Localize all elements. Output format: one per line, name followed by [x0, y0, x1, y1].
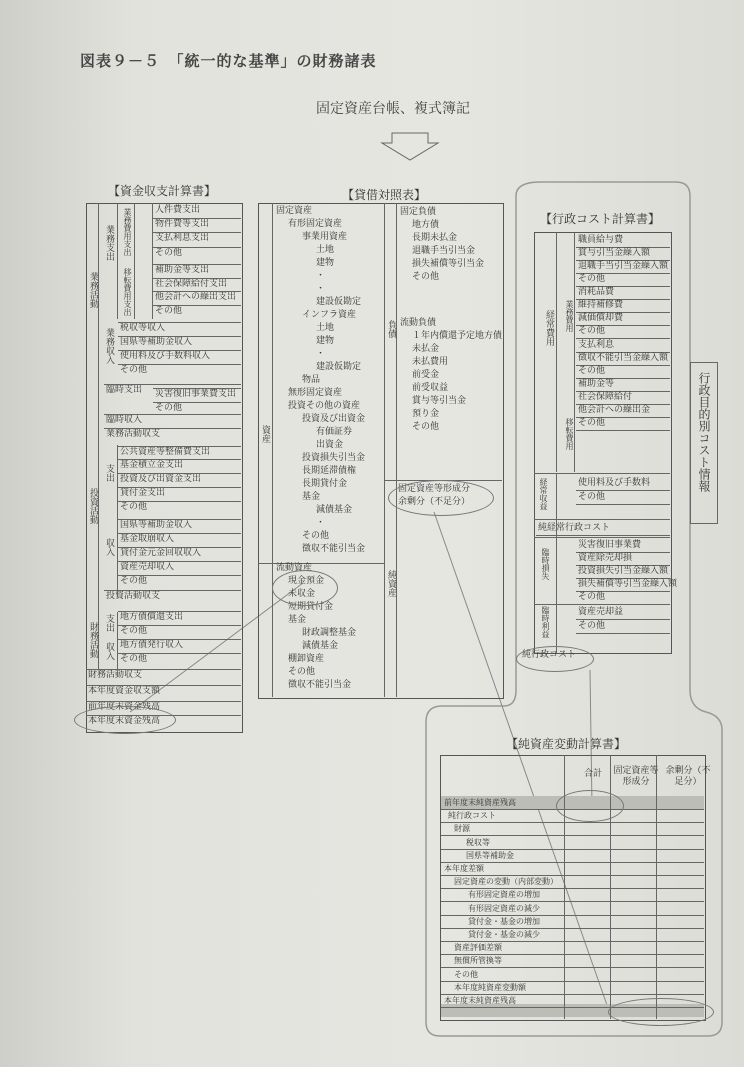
row-line — [104, 428, 241, 429]
cashflow-row-text: 国県等補助金収入 — [120, 520, 193, 530]
netchange-row: 資産評価差額 — [454, 943, 502, 953]
current-asset-item: 徴収不能引当金 — [288, 680, 352, 690]
cost-row-text: 資産除売却損 — [578, 553, 633, 563]
row-line — [153, 291, 241, 292]
sub-col — [117, 445, 118, 597]
liability-item: 未払費用 — [412, 357, 449, 367]
cashflow-row-text: 使用料及び手数料収入 — [120, 351, 211, 361]
netchange-row: 本年度差額 — [444, 864, 484, 873]
asset-item: 基金 — [302, 492, 321, 502]
liabilities-label: 負債 — [386, 320, 396, 338]
row-line — [576, 338, 670, 339]
liability-item: 損失補償等引当金 — [412, 259, 485, 269]
cashflow-row-text: 国県等補助金収入 — [120, 337, 193, 347]
row-line — [86, 701, 241, 702]
cost-row-text: 退職手当引当金繰入額 — [578, 261, 669, 271]
invest-exp-label: 支出 — [104, 464, 114, 482]
business-exp-label: 業務支出 — [104, 225, 114, 261]
figure-title: 図表９－５ 「統一的な基準」の財務諸表 — [80, 52, 377, 70]
section-line — [534, 537, 670, 538]
netchange-row: 国県等補助金 — [466, 850, 514, 860]
liability-item: 流動負債 — [400, 318, 437, 328]
current-asset-item: 流動資産 — [276, 563, 313, 573]
row-line — [104, 384, 241, 385]
cashflow-row-text: 物件費等支出 — [155, 219, 210, 229]
row-line — [118, 653, 241, 654]
cash-ellipse — [272, 570, 338, 606]
assets-label: 資産 — [260, 425, 270, 443]
liability-item: 固定負債 — [400, 207, 437, 217]
row-line — [153, 264, 241, 265]
down-arrow-icon — [382, 133, 438, 160]
section-line — [534, 604, 670, 605]
business-label: 業務活動 — [88, 272, 98, 308]
row-line — [576, 619, 670, 620]
asset-item: ・ — [316, 271, 326, 281]
asset-item: 出資金 — [316, 440, 344, 450]
finance-rev-label: 収入 — [104, 642, 114, 660]
cost-row-text: 純経常行政コスト — [538, 523, 611, 533]
row-line — [153, 247, 241, 248]
balance-ellipse — [608, 998, 714, 1026]
asset-item: 建物 — [316, 258, 335, 268]
asset-item: 徴収不能引当金 — [302, 544, 366, 554]
liability-item: 前受金 — [412, 370, 440, 380]
netchange-title: 【純資産変動計算書】 — [506, 737, 627, 751]
cashflow-row-text: 人件費支出 — [155, 205, 201, 215]
liability-item: 前受収益 — [412, 383, 449, 393]
row-line — [118, 364, 241, 365]
section-line — [534, 519, 670, 520]
cashflow-row-text: その他 — [120, 626, 148, 636]
current-asset-item: 財政調整基金 — [302, 628, 357, 638]
sub-col — [134, 203, 135, 319]
cashflow-row-text: 業務活動収支 — [106, 429, 161, 439]
current-asset-item: その他 — [288, 667, 316, 677]
cost-title: 【行政コスト計算書】 — [540, 212, 661, 226]
netassets-ellipse — [388, 480, 494, 516]
asset-item: 有価証券 — [316, 427, 353, 437]
asset-item: その他 — [302, 531, 330, 541]
netasset-item: 余剰分（不足分） — [398, 497, 471, 507]
row-line — [118, 446, 241, 447]
cashflow-row-text: 前年度末資金残高 — [88, 702, 161, 712]
liability-item: 退職手当引当金 — [412, 246, 476, 256]
cost-row-text: 職員給与費 — [578, 235, 624, 245]
cost-row-text: 資産売却益 — [578, 607, 624, 617]
asset-item: ・ — [316, 349, 326, 359]
cashflow-row-text: 他会計への繰出支出 — [155, 292, 237, 302]
column-header: 固定資産等形成分 — [613, 766, 659, 787]
business-exp-a-label: 業務費用支出 — [123, 208, 132, 256]
balance-title: 【貸借対照表】 — [342, 188, 427, 202]
cost-row-text: 消耗品費 — [578, 287, 615, 297]
row-line — [118, 639, 241, 640]
finance-label: 財務活動 — [88, 622, 98, 658]
cashflow-row-text: 支払利息支出 — [155, 233, 210, 243]
group-col — [98, 612, 99, 670]
cashflow-row-text: 本年度資金収支額 — [88, 686, 161, 696]
asset-item: 固定資産 — [276, 206, 313, 216]
transfer-label: 移転費用 — [565, 418, 574, 450]
row-line — [576, 633, 670, 634]
business-label: 業務費用 — [565, 300, 574, 332]
current-asset-item: 現金預金 — [288, 576, 325, 586]
cashflow-row-text: その他 — [155, 403, 183, 413]
row-line — [118, 501, 241, 502]
cashflow-row-text: その他 — [120, 502, 148, 512]
cost-row-text: 維持補修費 — [578, 300, 624, 310]
cost-row-text: 賞与引当金繰入額 — [578, 248, 651, 258]
netchange-row: 貸付金・基金の減少 — [468, 930, 540, 939]
netchange-row: 本年度純資産変動額 — [454, 982, 526, 992]
cost-row-text: 損失補償等引当金繰入額 — [578, 579, 678, 589]
revenue-label: 経常収益 — [539, 478, 548, 510]
row-line — [118, 575, 241, 576]
cost-row-text: 使用料及び手数料 — [578, 478, 651, 488]
row-line — [441, 967, 704, 968]
cashflow-row-text: 基金積立金支出 — [120, 460, 184, 470]
row-line — [118, 519, 241, 520]
cashflow-row-text: 臨時支出 — [106, 385, 143, 395]
cost-row-text: 減価償却費 — [578, 313, 624, 323]
cost-row-text: 災害復旧事業費 — [578, 540, 642, 550]
row-line — [118, 487, 241, 488]
invest-rev-label: 収入 — [104, 538, 114, 556]
liability-item: 未払金 — [412, 344, 440, 354]
cashflow-row-text: 社会保障給付支出 — [155, 279, 228, 289]
asset-item: 減債基金 — [316, 505, 353, 515]
cashflow-row-text: その他 — [120, 576, 148, 586]
cost-row-text: その他 — [578, 592, 606, 602]
row-line — [86, 685, 241, 686]
invest-label: 投資活動 — [88, 488, 98, 524]
source-label: 固定資産台帳、複式簿記 — [316, 101, 470, 117]
row-line — [118, 459, 241, 460]
asset-item: ・ — [316, 518, 326, 528]
cost-row-text: 投資損失引当金繰入額 — [578, 566, 669, 576]
cashflow-row-text: その他 — [120, 365, 148, 375]
cashflow-row-text: 地方債償還支出 — [120, 612, 184, 622]
side-label: 行政目的別コスト情報 — [697, 372, 711, 492]
cost-row-text: その他 — [578, 366, 606, 376]
row-line — [104, 414, 241, 415]
assets-label-col — [272, 203, 273, 697]
cashflow-row-text: その他 — [155, 306, 183, 316]
sub-col — [574, 232, 575, 472]
row-line — [576, 490, 670, 491]
liability-item: １年内償還予定地方債 — [412, 331, 503, 341]
cashflow-row-text: 補助金等支出 — [155, 265, 210, 275]
cashflow-row-text: その他 — [120, 654, 148, 664]
cashflow-row-text: 貸付金支出 — [120, 488, 166, 498]
row-line — [118, 322, 241, 323]
netchange-row: 無償所管換等 — [454, 956, 502, 966]
asset-item: 長期貸付金 — [302, 479, 348, 489]
business-rev-label: 業務収入 — [104, 328, 114, 364]
asset-item: 建設仮勘定 — [316, 297, 362, 307]
netchange-row: 前年度末純資産残高 — [444, 798, 516, 807]
netasset-item: 固定資産等形成分 — [398, 484, 471, 494]
asset-item: インフラ資産 — [302, 310, 357, 320]
cashflow-row-text: 臨時収入 — [106, 415, 143, 425]
cost-row-text: 徴収不能引当金繰入額 — [578, 353, 669, 363]
temp-loss-label: 臨時損失 — [541, 548, 550, 580]
row-line — [576, 504, 670, 505]
liability-item: 賞与等引当金 — [412, 396, 467, 406]
cashflow-title: 【資金収支計算書】 — [108, 184, 217, 198]
row-line — [118, 625, 241, 626]
liability-item: その他 — [412, 272, 440, 282]
row-line — [104, 590, 241, 591]
cost-row-text: その他 — [578, 621, 606, 631]
current-asset-item: 未収金 — [288, 589, 316, 599]
cash-end-ellipse — [74, 706, 176, 734]
cashflow-row-text: 災害復旧事業費支出 — [155, 389, 237, 399]
cashflow-row-text: その他 — [155, 248, 183, 258]
row-line — [576, 430, 670, 431]
cashflow-row-text: 投資活動収支 — [106, 591, 161, 601]
netassets-label: 純資産 — [386, 570, 396, 597]
liability-item: 預り金 — [412, 409, 440, 419]
cost-row-text: 純行政コスト — [522, 650, 577, 660]
cost-row-text: その他 — [578, 418, 606, 428]
netchange-row: 本年度末純資産残高 — [444, 996, 516, 1005]
current-asset-item: 減債基金 — [302, 641, 339, 651]
column-header: 余剰分（不足分） — [665, 766, 711, 787]
sub-col — [152, 203, 153, 319]
cashflow-row-text: 本年度末資金残高 — [88, 716, 161, 726]
business-exp-b-label: 移転費用支出 — [123, 268, 132, 316]
asset-item: 物品 — [302, 375, 321, 385]
row-line — [118, 547, 241, 548]
row-line — [118, 561, 241, 562]
asset-item: 建設仮勘定 — [316, 362, 362, 372]
asset-item: 土地 — [316, 323, 335, 333]
liability-item: 地方債 — [412, 220, 440, 230]
row-line — [153, 232, 241, 233]
netchange-row: 有形固定資産の減少 — [468, 903, 540, 913]
sub-col — [556, 473, 557, 653]
cost-row-text: 他会計への繰出金 — [578, 405, 651, 415]
balance-divider — [384, 203, 385, 697]
row-line — [153, 402, 241, 403]
row-line — [153, 218, 241, 219]
sub-col — [556, 232, 557, 472]
row-line — [118, 350, 241, 351]
row-line — [153, 305, 241, 306]
asset-item: 事業用資産 — [302, 232, 348, 242]
temp-gain-label: 臨時利益 — [541, 606, 550, 638]
liability-item: 長期未払金 — [412, 233, 458, 243]
row-line — [118, 533, 241, 534]
asset-item: 投資その他の資産 — [288, 401, 361, 411]
cashflow-row-text: 投資及び出資金支出 — [120, 474, 202, 484]
liability-item: その他 — [412, 422, 440, 432]
row-line — [153, 278, 241, 279]
netchange-row: 純行政コスト — [448, 811, 496, 821]
asset-item: 建物 — [316, 336, 335, 346]
asset-item: 無形固定資産 — [288, 388, 343, 398]
netchange-row: 貸付金・基金の増加 — [468, 916, 540, 926]
row-line — [153, 388, 241, 389]
liab-label-col — [396, 203, 397, 697]
netchange-row: その他 — [454, 969, 478, 979]
sub-col — [117, 203, 118, 319]
asset-item: 土地 — [316, 245, 335, 255]
cost-row-text: 社会保障給付 — [578, 392, 633, 402]
asset-item: 投資損失引当金 — [302, 453, 366, 463]
group-col — [98, 445, 99, 597]
cashflow-row-text: 地方債発行収入 — [120, 640, 184, 650]
current-asset-item: 棚卸資産 — [288, 654, 325, 664]
cost-row-text: その他 — [578, 274, 606, 284]
cashflow-row-text: 基金取崩収入 — [120, 534, 175, 544]
cost-row-text: 補助金等 — [578, 379, 615, 389]
netchange-row: 財源 — [454, 824, 470, 834]
column-line — [656, 755, 657, 1019]
asset-item: ・ — [316, 284, 326, 294]
column-header: 合計 — [583, 769, 602, 779]
row-line — [441, 822, 704, 823]
asset-item: 長期延滞債権 — [302, 466, 357, 476]
cost-row-text: 支払利息 — [578, 340, 615, 350]
ordinary-label: 経常費用 — [544, 310, 554, 346]
netchange-row: 有形固定資産の増加 — [468, 890, 540, 900]
row-line — [118, 611, 241, 612]
netcost-ellipse-2 — [556, 790, 624, 822]
cost-row-text: その他 — [578, 492, 606, 502]
row-line — [118, 473, 241, 474]
cashflow-row-text: 財務活動収支 — [88, 670, 143, 680]
netcost-ellipse — [516, 646, 594, 672]
cashflow-row-text: 貸付金元金回収収入 — [120, 548, 202, 558]
current-asset-item: 基金 — [288, 615, 307, 625]
asset-item: 有形固定資産 — [288, 219, 343, 229]
section-line — [534, 473, 670, 474]
cashflow-row-text: 税収等収入 — [120, 323, 166, 333]
finance-exp-label: 支出 — [104, 614, 114, 632]
netchange-row: 固定資産の変動（内部変動） — [454, 877, 558, 887]
asset-item: 投資及び出資金 — [302, 414, 366, 424]
row-line — [118, 336, 241, 337]
current-asset-item: 短期貸付金 — [288, 602, 334, 612]
sub-col — [117, 612, 118, 670]
row-line — [86, 669, 241, 670]
netchange-row: 税収等 — [466, 837, 490, 847]
cashflow-row-text: 公共資産等整備費支出 — [120, 447, 211, 457]
cost-row-text: その他 — [578, 326, 606, 336]
cashflow-row-text: 資産売却収入 — [120, 562, 175, 572]
